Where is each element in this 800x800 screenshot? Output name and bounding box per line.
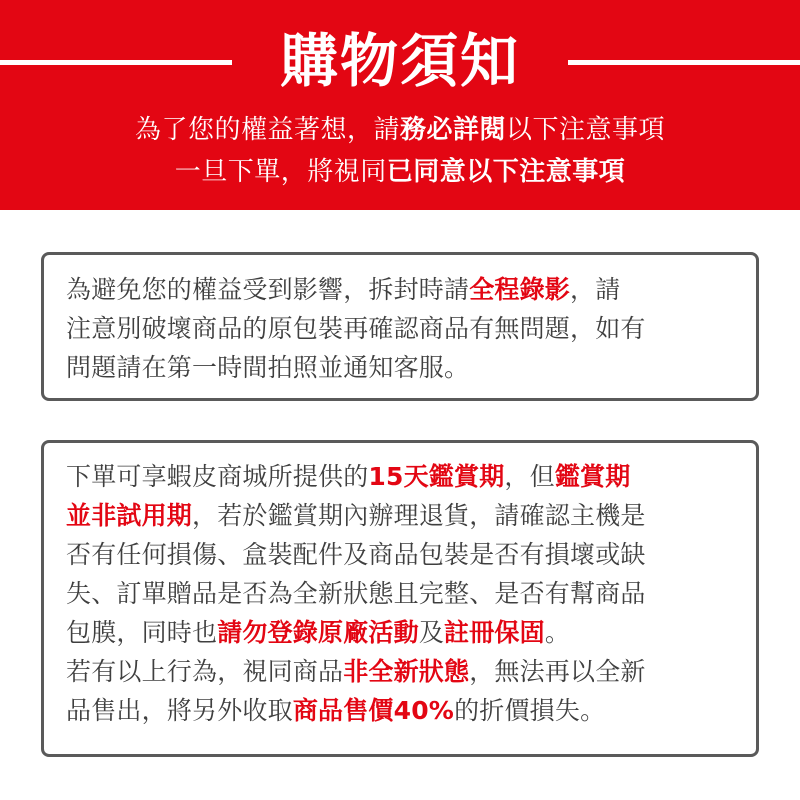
appreciation-line-2-b: ，若於鑑賞期內辦理退貨，請確認主機是 [192,501,646,530]
header-subline-2 [0,155,800,189]
appreciation-line-1 [66,457,736,496]
recording-notice-line-2: 注意別破壞商品的原包裝再確認商品有無問題，如有 [66,314,646,343]
appreciation-line-4: 失、訂單贈品是否為全新狀態且完整、是否有幫商品 [66,579,646,608]
no-original-activity-emphasis: 請勿登錄原廠活動 [217,618,419,647]
recording-notice-line-1-a: 為避免您的權益受到影響，拆封時請 [66,275,470,304]
title-row [0,22,800,100]
appreciation-line-5-a: 包膜，同時也 [66,618,218,647]
appreciation-line-7-c: 的折價損失。 [454,696,606,725]
appreciation-period-emphasis: 鑑賞期 [554,462,631,491]
appreciation-period-box [41,440,759,757]
recording-notice-line-1 [66,270,736,309]
recording-notice-text [66,270,736,387]
appreciation-line-5-e: 。 [544,618,571,647]
appreciation-period-text [66,457,736,730]
appreciation-line-7 [66,691,736,730]
recording-notice-emphasis: 全程錄影 [469,275,571,304]
recording-notice-line-3: 問題請在第一時間拍照並通知客服。 [66,353,470,382]
appreciation-line-1-a: 下單可享蝦皮商城所提供的 [66,462,369,491]
not-new-condition-emphasis: 非全新狀態 [343,657,470,686]
recording-notice-line-1-c: ，請 [570,275,621,304]
header-subline-1-strong: 務必詳閱 [399,115,506,145]
title-right-rule [568,60,800,65]
appreciation-line-3: 否有任何損傷、盒裝配件及商品包裝是否有損壞或缺 [66,540,646,569]
appreciation-line-1-c: ，但 [504,462,555,491]
discount-loss-emphasis: 商品售價40% [292,696,455,725]
title-left-rule [0,60,232,65]
appreciation-line-2 [66,496,736,535]
header-subline-1-text-c: 以下注意事項 [506,115,666,145]
page-title: 購物須知 [279,27,520,95]
header-banner [0,0,800,210]
header-subline-2-strong: 已同意以下注意事項 [386,157,626,187]
header-subline-2-text-a: 一旦下單，將視同 [174,157,387,187]
appreciation-days-emphasis: 15天鑑賞期 [368,462,505,491]
warranty-registration-emphasis: 註冊保固 [444,618,545,647]
appreciation-line-6 [66,652,736,691]
recording-notice-box [41,252,759,401]
header-subline-1 [0,113,800,147]
appreciation-line-6-c: ，無法再以全新 [469,657,646,686]
appreciation-line-5-c: 及 [418,618,445,647]
appreciation-line-6-a: 若有以上行為，視同商品 [66,657,344,686]
header-subline-1-text-a: 為了您的權益著想，請 [134,115,400,145]
appreciation-line-7-a: 品售出，將另外收取 [66,696,293,725]
appreciation-line-5 [66,613,736,652]
not-trial-period-emphasis: 並非試用期 [66,501,193,530]
